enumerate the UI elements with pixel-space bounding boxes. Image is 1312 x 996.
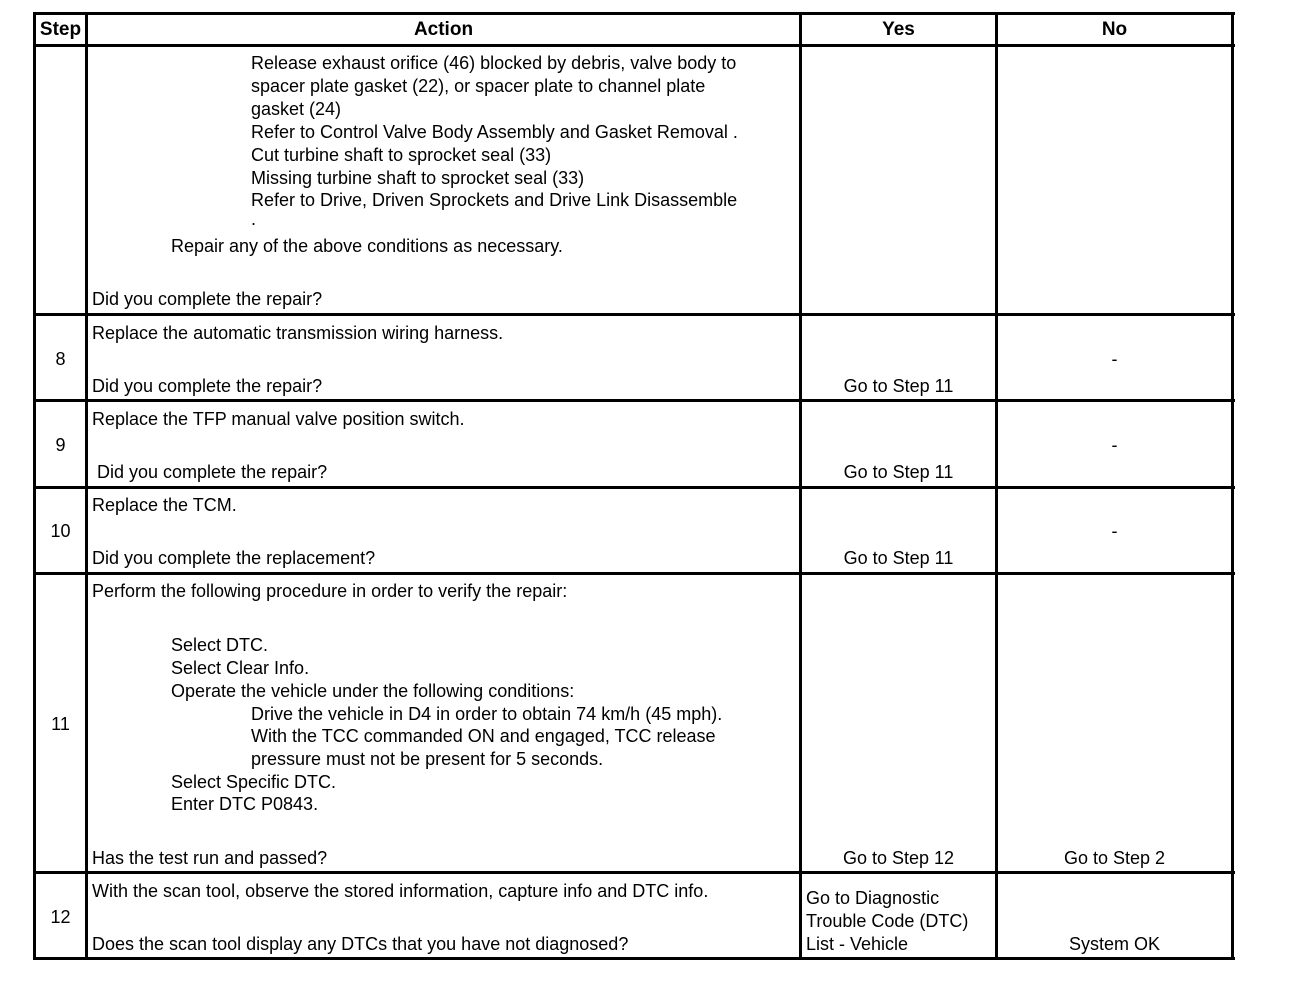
procedure-step: Operate the vehicle under the following conditions: (171, 681, 575, 701)
table-border-bottom (33, 957, 1235, 960)
no-result: - (1111, 349, 1118, 369)
header-no: No (1101, 19, 1128, 40)
action-sub-item: gasket (24) (251, 99, 342, 119)
column-separator (799, 12, 802, 960)
procedure-step: Enter DTC P0843. (171, 794, 319, 814)
action-text: With the scan tool, observe the stored information, capture info and DTC info. (92, 881, 709, 901)
step-number: 12 (50, 907, 71, 927)
yes-result-line: Trouble Code (DTC) (806, 911, 969, 931)
procedure-step: Select Clear Info. (171, 658, 310, 678)
action-text: Perform the following procedure in order to verify the repair: (92, 581, 568, 601)
column-separator (995, 12, 998, 960)
procedure-condition: pressure must not be present for 5 seconds. (251, 749, 604, 769)
header-yes: Yes (882, 19, 915, 40)
table-border-left (33, 12, 36, 960)
step-number: 8 (55, 349, 66, 369)
yes-result: Go to Step 12 (842, 848, 955, 868)
yes-result-line: Go to Diagnostic (806, 888, 940, 908)
no-result: System OK (1068, 934, 1161, 954)
procedure-condition: Drive the vehicle in D4 in order to obtain 74 km/h (45 mph). (251, 704, 723, 724)
row-separator (33, 572, 1235, 575)
action-sub-item: Release exhaust orifice (46) blocked by debris, valve body to (251, 53, 737, 73)
procedure-step: Select DTC. (171, 635, 269, 655)
table-border-top (33, 12, 1235, 15)
step-number: 10 (50, 521, 71, 541)
no-result: Go to Step 2 (1063, 848, 1166, 868)
action-question: Did you complete the replacement? (92, 548, 376, 568)
header-separator (33, 44, 1235, 47)
action-question: Did you complete the repair? (92, 376, 323, 396)
table-border-right (1231, 12, 1234, 960)
action-text: Replace the TCM. (92, 495, 237, 515)
step-number: 9 (55, 435, 66, 455)
yes-result-line: List - Vehicle (806, 934, 909, 954)
action-text: Replace the automatic transmission wiring harness. (92, 323, 504, 343)
header-step: Step (39, 19, 82, 40)
row-separator (33, 486, 1235, 489)
action-sub-item: . (251, 209, 257, 229)
action-sub-item: Missing turbine shaft to sprocket seal (33) (251, 168, 585, 188)
action-sub-item: Cut turbine shaft to sprocket seal (33) (251, 145, 552, 165)
action-sub-item: Refer to Control Valve Body Assembly and Gasket Removal . (251, 122, 738, 142)
row-separator (33, 871, 1235, 874)
yes-result: Go to Step 11 (843, 376, 954, 396)
procedure-step: Select Specific DTC. (171, 772, 337, 792)
action-question: Did you complete the repair? (92, 462, 328, 482)
action-question: Did you complete the repair? (92, 289, 323, 309)
yes-result: Go to Step 11 (843, 548, 954, 568)
action-question: Does the scan tool display any DTCs that you have not diagnosed? (92, 934, 629, 954)
action-text: Replace the TFP manual valve position switch. (92, 409, 465, 429)
step-number: 11 (51, 714, 70, 734)
no-result: - (1111, 435, 1118, 455)
header-action: Action (413, 19, 474, 40)
action-question: Has the test run and passed? (92, 848, 328, 868)
column-separator (85, 12, 88, 960)
row-separator (33, 313, 1235, 316)
procedure-condition: With the TCC commanded ON and engaged, TCC release (251, 726, 716, 746)
action-sub-item: spacer plate gasket (22), or spacer plate to channel plate (251, 76, 706, 96)
row-separator (33, 399, 1235, 402)
action-instruction: Repair any of the above conditions as necessary. (171, 236, 563, 256)
yes-result: Go to Step 11 (843, 462, 954, 482)
no-result: - (1111, 521, 1118, 541)
action-sub-item: Refer to Drive, Driven Sprockets and Drive Link Disassemble (251, 190, 738, 210)
